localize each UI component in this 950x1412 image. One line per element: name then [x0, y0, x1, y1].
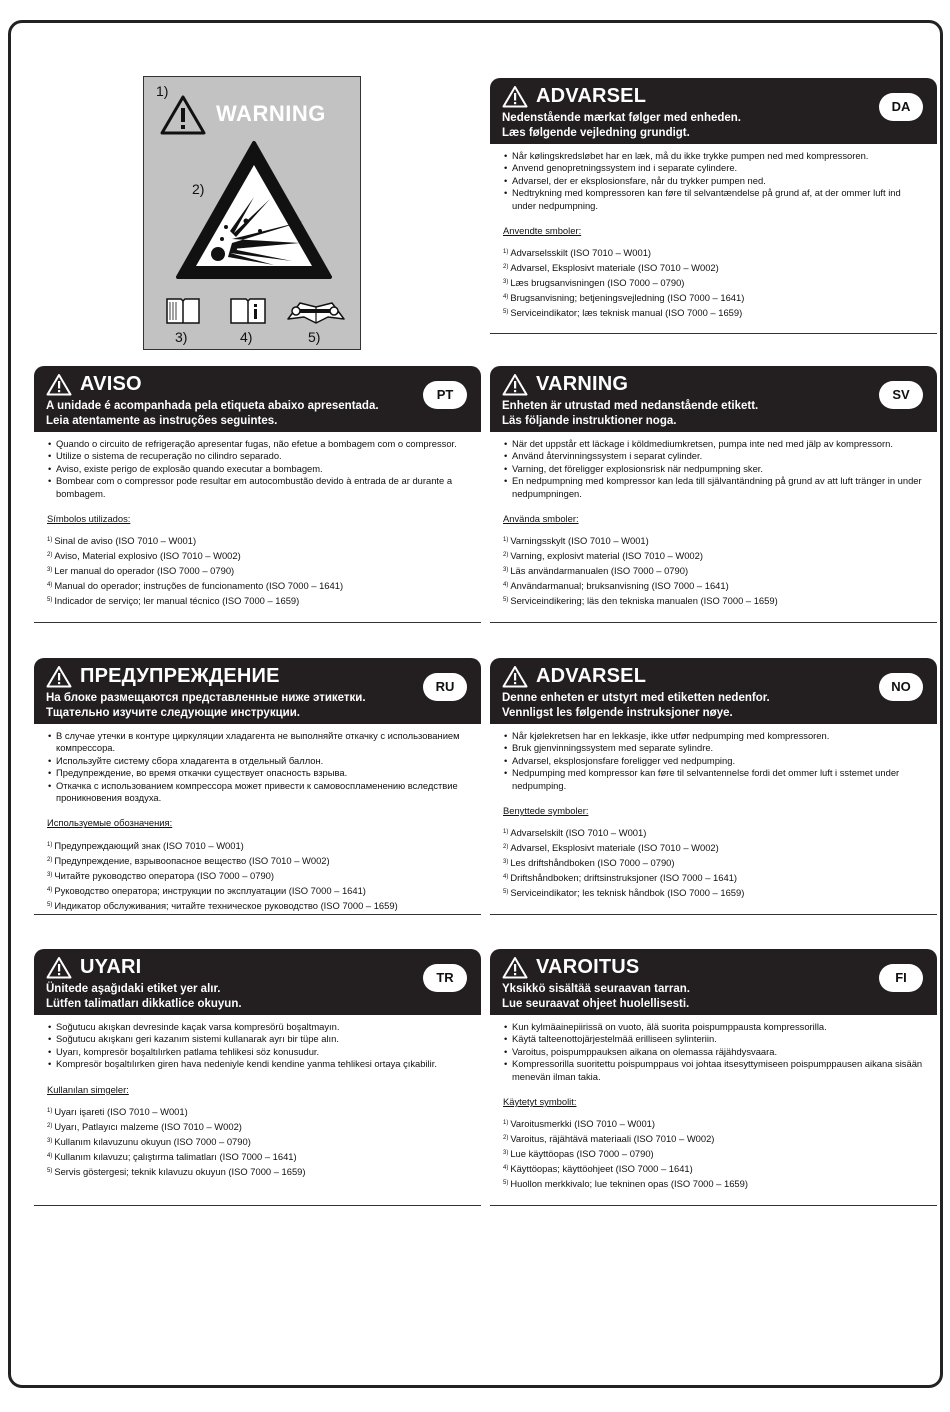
instruction-item: • När det uppstår ett läckage i köldmediumkretsen, pumpa inte ned med jälp av kompressorn.: [503, 438, 924, 450]
symbol-number: 3): [503, 859, 509, 866]
symbol-item: [503, 260, 924, 275]
instruction-item: • Använd återvinningssystem i separat cylinder.: [503, 450, 924, 462]
symbol-number: 1): [503, 1120, 509, 1127]
symbol-item: [47, 883, 468, 898]
symbol-number: 2): [503, 844, 509, 851]
symbol-item: [47, 548, 468, 563]
subtitle-line-1: Denne enheten er utstyrt med etiketten nedenfor.: [502, 692, 770, 704]
symbol-text: Driftshåndboken; driftsinstruksjoner (ISO 7000 – 1641): [510, 872, 738, 884]
symbol-text: Sinal de aviso (ISO 7010 – W001): [54, 535, 197, 547]
callout-4: 4): [240, 329, 253, 345]
instruction-item: • Bruk gjenvinningssystem med separate sylindre.: [503, 742, 924, 754]
symbol-text: Serviceindikator; les teknisk håndbok (ISO 7000 – 1659): [510, 887, 745, 899]
instruction-list: [47, 1021, 468, 1071]
panel-header: [490, 949, 937, 1015]
symbol-number: 4): [47, 582, 53, 589]
symbol-item: [47, 868, 468, 883]
symbol-number: 3): [503, 279, 509, 286]
symbol-text: Индикатор обслуживания; читайте техническое руководство (ISO 7000 – 1659): [54, 899, 398, 911]
subtitle-line-2: Læs følgende vejledning grundigt.: [502, 127, 690, 139]
panel-header: [34, 658, 481, 724]
symbol-text: Serviceindikator; læs teknisk manual (ISO 7000 – 1659): [510, 307, 743, 319]
symbol-item: [503, 870, 924, 885]
subtitle-line-1: На блоке размещаются представленные ниже этикетки.: [46, 692, 366, 704]
warning-panel-sv: [490, 366, 937, 608]
symbol-number: 4): [503, 294, 509, 301]
language-code-badge: RU: [423, 673, 467, 701]
symbol-number: 5): [47, 597, 53, 604]
instruction-item: • Quando o circuito de refrigeração apresentar fugas, não efetue a bombagem com o compressor.: [47, 438, 468, 450]
symbol-item: [47, 853, 468, 868]
subtitle-line-2: Lue seuraavat ohjeet huolellisesti.: [502, 998, 690, 1010]
symbol-number: 3): [47, 567, 53, 574]
symbol-item: [47, 533, 468, 548]
instruction-item: • Kompressorilla suoritettu poispumppaus voi johtaa itsesyttymiseen poispumppausen aikana sisään menevän ilman takia.: [503, 1058, 924, 1083]
instruction-item: • Advarsel, der er eksplosionsfare, når du trykker pumpen ned.: [503, 175, 924, 187]
language-code-badge: NO: [879, 673, 923, 701]
symbol-item: [503, 245, 924, 260]
symbol-text: Varningsskylt (ISO 7010 – W001): [510, 535, 649, 547]
warning-panel-da: [490, 78, 937, 320]
subtitle-line-1: Nedenstående mærkat følger med enheden.: [502, 112, 742, 124]
callout-5: 5): [308, 329, 321, 345]
instruction-item: • Anvend genopretningssystem ind i separate cylindere.: [503, 162, 924, 174]
symbols-list: [503, 825, 924, 900]
symbol-item: [503, 578, 924, 593]
symbols-title: Símbolos utilizados:: [47, 513, 131, 525]
panel-divider: [490, 333, 937, 334]
symbol-item: [503, 840, 924, 855]
subtitle-line-2: Läs följande instruktioner noga.: [502, 415, 677, 427]
instruction-list: [503, 730, 924, 792]
symbols-title: Använda smboler:: [503, 513, 579, 525]
panel-subtitle: [46, 399, 469, 429]
symbol-number: 4): [503, 1165, 509, 1172]
warning-triangle-icon: [502, 956, 528, 979]
symbol-item: [47, 1164, 468, 1179]
panel-title: ADVARSEL: [536, 664, 647, 687]
symbols-title: Benyttede symboler:: [503, 805, 589, 817]
symbol-number: 5): [503, 889, 509, 896]
warning-panel-tr: [34, 949, 481, 1179]
panel-header: [34, 366, 481, 432]
panel-body: [34, 1015, 481, 1179]
symbols-list: [47, 838, 468, 913]
symbol-text: Varoitusmerkki (ISO 7010 – W001): [510, 1118, 656, 1130]
symbol-text: Uyarı, Patlayıcı malzeme (ISO 7010 – W002): [54, 1121, 242, 1133]
language-code-badge: SV: [879, 381, 923, 409]
panel-divider: [34, 622, 481, 623]
symbol-number: 1): [503, 829, 509, 836]
warning-panel-fi: [490, 949, 937, 1191]
instruction-item: • Nedtrykning med kompressoren kan føre til selvantændelse på grund af, at der ommer luft ind under nedpumpning.: [503, 187, 924, 212]
instruction-item: • Nedpumping med kompressor kan føre til selvantennelse fordi det ommer luft i sstemet under nedpumping.: [503, 767, 924, 792]
subtitle-line-1: A unidade é acompanhada pela etiqueta abaixo apresentada.: [46, 400, 379, 412]
symbol-number: 5): [503, 309, 509, 316]
symbol-text: Advarselskilt (ISO 7010 – W001): [510, 827, 647, 839]
panel-body: [490, 1015, 937, 1191]
symbol-text: Advarsel, Eksplosivt materiale (ISO 7010 – W002): [510, 842, 719, 854]
symbol-text: Advarselsskilt (ISO 7010 – W001): [510, 247, 652, 259]
symbol-number: 3): [47, 1138, 53, 1145]
instruction-item: • Kun kylmäainepiirissä on vuoto, älä suorita poispumppausta kompressorilla.: [503, 1021, 924, 1033]
symbol-item: [503, 563, 924, 578]
symbol-item: [47, 1134, 468, 1149]
callout-1: 1): [156, 83, 169, 99]
symbol-item: [503, 825, 924, 840]
panel-header: [490, 658, 937, 724]
language-code-badge: TR: [423, 964, 467, 992]
instruction-item: • Advarsel, eksplosjonsfare foreligger ved nedpumping.: [503, 755, 924, 767]
symbol-text: Руководство оператора; инструкции по эксплуатации (ISO 7000 – 1641): [54, 884, 366, 896]
subtitle-line-2: Тщательно изучите следующие инструкции.: [46, 707, 300, 719]
panel-divider: [34, 914, 481, 915]
symbol-number: 1): [47, 841, 53, 848]
symbol-item: [47, 563, 468, 578]
panel-body: [490, 432, 937, 608]
warning-panel-ru: [34, 658, 481, 913]
symbol-number: 4): [47, 1153, 53, 1160]
symbols-list: [503, 533, 924, 608]
instruction-list: [503, 1021, 924, 1083]
language-code-badge: FI: [879, 964, 923, 992]
warning-word: WARNING: [216, 101, 326, 126]
symbol-number: 2): [503, 264, 509, 271]
callout-2: 2): [192, 181, 205, 197]
symbol-item: [503, 885, 924, 900]
panel-subtitle: [502, 399, 925, 429]
subtitle-line-1: Ünitede aşağıdaki etiket yer alır.: [46, 983, 221, 995]
instruction-item: • Når kjølekretsen har en lekkasje, ikke utfør nedpumping med kompressoren.: [503, 730, 924, 742]
symbol-text: Servis göstergesi; teknik kılavuzu okuyun (ISO 7000 – 1659): [54, 1166, 306, 1178]
panel-header: [490, 366, 937, 432]
warning-triangle-icon: [46, 665, 72, 688]
subtitle-line-2: Lütfen talimatları dikkatlice okuyun.: [46, 998, 242, 1010]
panel-divider: [490, 914, 937, 915]
panel-body: [34, 432, 481, 608]
symbol-text: Uyarı işareti (ISO 7010 – W001): [54, 1106, 188, 1118]
instruction-list: [47, 730, 468, 804]
panel-subtitle: [502, 111, 925, 141]
symbol-number: 2): [503, 1135, 509, 1142]
symbol-text: Предупреждение, взрывоопасное вещество (ISO 7010 – W002): [54, 854, 330, 866]
instruction-item: • Utilize o sistema de recuperação no cilindro separado.: [47, 450, 468, 462]
instruction-item: • Käytä talteenottojärjestelmää erilliseen sylinteriin.: [503, 1033, 924, 1045]
warning-triangle-icon: [160, 95, 206, 135]
panel-title: VAROITUS: [536, 955, 640, 978]
instruction-item: • Varning, det föreligger explosionsrisk när nedpumpning sker.: [503, 463, 924, 475]
symbol-number: 2): [47, 856, 53, 863]
symbol-item: [503, 1161, 924, 1176]
symbol-item: [503, 1131, 924, 1146]
symbols-list: [503, 245, 924, 320]
symbol-number: 1): [47, 537, 53, 544]
symbol-text: Huollon merkkivalo; lue tekninen opas (ISO 7000 – 1659): [510, 1178, 748, 1190]
symbol-number: 4): [47, 886, 53, 893]
symbol-text: Manual do operador; instruções de funcionamento (ISO 7000 – 1641): [54, 580, 344, 592]
symbol-text: Varoitus, räjähtävä materiaali (ISO 7010 – W002): [510, 1133, 715, 1145]
symbols-list: [47, 1104, 468, 1179]
symbol-item: [503, 305, 924, 320]
symbol-number: 5): [47, 901, 53, 908]
warning-panel-no: [490, 658, 937, 900]
panel-header: [490, 78, 937, 144]
symbol-item: [503, 593, 924, 608]
instruction-item: • Предупреждение, во время откачки существует опасность взрыва.: [47, 767, 468, 779]
instruction-list: [47, 438, 468, 500]
info-book-icon: [228, 295, 268, 327]
symbols-title: Anvendte smboler:: [503, 225, 582, 237]
instruction-list: [503, 150, 924, 212]
symbols-list: [47, 533, 468, 608]
symbol-text: Brugsanvisning; betjeningsvejledning (ISO 7000 – 1641): [510, 292, 745, 304]
symbol-item: [503, 1146, 924, 1161]
language-code-badge: DA: [879, 93, 923, 121]
symbol-text: Advarsel, Eksplosivt materiale (ISO 7010 – W002): [510, 262, 719, 274]
symbol-item: [503, 548, 924, 563]
symbol-item: [503, 1176, 924, 1191]
warning-triangle-icon: [46, 373, 72, 396]
symbol-text: Læs brugsanvisningen (ISO 7000 – 0790): [510, 277, 685, 289]
symbol-text: Aviso, Material explosivo (ISO 7010 – W002): [54, 550, 241, 562]
symbol-item: [47, 1149, 468, 1164]
symbol-text: Kullanım kılavuzu; çalıştırma talimatları (ISO 7000 – 1641): [54, 1151, 297, 1163]
panel-header: [34, 949, 481, 1015]
symbol-item: [47, 578, 468, 593]
explosive-triangle-icon: [174, 139, 334, 281]
symbol-item: [503, 275, 924, 290]
warning-triangle-icon: [502, 665, 528, 688]
symbol-number: 5): [503, 597, 509, 604]
panel-divider: [34, 1205, 481, 1206]
symbols-title: Käytetyt symbolit:: [503, 1096, 577, 1108]
symbol-text: Användarmanual; bruksanvisning (ISO 7000 – 1641): [510, 580, 729, 592]
symbol-number: 1): [503, 249, 509, 256]
symbol-number: 4): [503, 874, 509, 881]
instruction-item: • En nedpumpning med kompressor kan leda till självantändning på grund av att luft tränger in under nedpumpningen.: [503, 475, 924, 500]
instruction-item: • Soğutucu akışkanı geri kazanım sistemi kullanarak ayrı bir tüpe alın.: [47, 1033, 468, 1045]
symbol-number: 3): [47, 871, 53, 878]
symbol-item: [47, 1119, 468, 1134]
warning-triangle-icon: [46, 956, 72, 979]
instruction-item: • Откачка с использованием компрессора может привести к самовоспламенению вследствие проникновения воздуха.: [47, 780, 468, 805]
instruction-item: • Soğutucu akışkan devresinde kaçak varsa kompresörü boşaltmayın.: [47, 1021, 468, 1033]
panel-divider: [490, 1205, 937, 1206]
symbol-text: Käyttöopas; käyttöohjeet (ISO 7000 – 1641): [510, 1163, 693, 1175]
symbol-number: 2): [47, 552, 53, 559]
panel-body: [490, 144, 937, 320]
instruction-item: • Når kølingskredsløbet har en læk, må du ikke trykke pumpen ned med kompressoren.: [503, 150, 924, 162]
subtitle-line-1: Enheten är utrustad med nedanstående etikett.: [502, 400, 759, 412]
symbols-list: [503, 1116, 924, 1191]
symbol-item: [47, 898, 468, 913]
instruction-item: • Используйте систему сбора хладагента в отдельный баллон.: [47, 755, 468, 767]
symbol-text: Kullanım kılavuzunu okuyun (ISO 7000 – 0790): [54, 1136, 251, 1148]
symbol-text: Читайте руководство оператора (ISO 7000 – 0790): [54, 869, 275, 881]
panel-subtitle: [46, 691, 469, 721]
symbol-text: Les driftshåndboken (ISO 7000 – 0790): [510, 857, 675, 869]
symbol-item: [503, 1116, 924, 1131]
instruction-item: • Aviso, existe perigo de explosão quando executar a bombagem.: [47, 463, 468, 475]
symbol-text: Läs användarmanualen (ISO 7000 – 0790): [510, 565, 689, 577]
panel-body: [34, 724, 481, 913]
instruction-item: • В случае утечки в контуре циркуляции хладагента не выполняйте откачку с использованием компрессора.: [47, 730, 468, 755]
symbol-item: [47, 593, 468, 608]
panel-title: VARNING: [536, 372, 629, 395]
symbol-text: Ler manual do operador (ISO 7000 – 0790): [54, 565, 235, 577]
symbol-text: Serviceindikering; läs den tekniska manualen (ISO 7000 – 1659): [510, 595, 778, 607]
symbol-item: [47, 838, 468, 853]
subtitle-line-2: Vennligst les følgende instruksjoner nøye.: [502, 707, 733, 719]
panel-divider: [490, 622, 937, 623]
panel-title: UYARI: [80, 955, 142, 978]
callout-3: 3): [175, 329, 188, 345]
warning-triangle-icon: [502, 85, 528, 108]
symbol-text: Indicador de serviço; ler manual técnico (ISO 7000 – 1659): [54, 595, 300, 607]
symbol-number: 1): [47, 1108, 53, 1115]
warning-label-figure: [143, 76, 361, 350]
instruction-item: • Varoitus, poispumppauksen aikana on olemassa räjähdysvaara.: [503, 1046, 924, 1058]
panel-title: ADVARSEL: [536, 84, 647, 107]
warning-panel-pt: [34, 366, 481, 608]
panel-title: ПРЕДУПРЕЖДЕНИЕ: [80, 664, 280, 687]
subtitle-line-1: Yksikkö sisältää seuraavan tarran.: [502, 983, 690, 995]
instruction-item: • Kompresör boşaltılırken giren hava nedeniyle kendi kendine yanma tehlikesi ortaya çıkabilir.: [47, 1058, 468, 1070]
symbol-item: [503, 290, 924, 305]
instruction-item: • Uyarı, kompresör boşaltılırken patlama tehlikesi söz konusudur.: [47, 1046, 468, 1058]
symbol-number: 5): [47, 1168, 53, 1175]
instruction-list: [503, 438, 924, 500]
panel-subtitle: [46, 982, 469, 1012]
panel-title: AVISO: [80, 372, 142, 395]
symbols-title: Kullanılan simgeler:: [47, 1083, 129, 1095]
symbol-item: [503, 855, 924, 870]
symbol-number: 1): [503, 537, 509, 544]
subtitle-line-2: Leia atentamente as instruções seguintes.: [46, 415, 278, 427]
symbol-item: [47, 1104, 468, 1119]
language-code-badge: PT: [423, 381, 467, 409]
manual-book-icon: [164, 295, 202, 327]
symbol-number: 2): [47, 1123, 53, 1130]
symbol-text: Varning, explosivt material (ISO 7010 – W002): [510, 550, 703, 562]
panel-body: [490, 724, 937, 900]
warning-triangle-icon: [502, 373, 528, 396]
symbols-title: Используемые обозначения:: [47, 817, 173, 829]
instruction-item: • Bombear com o compressor pode resultar em autocombustão devido à entrada de ar durante a bombagem.: [47, 475, 468, 500]
panel-subtitle: [502, 982, 925, 1012]
panel-subtitle: [502, 691, 925, 721]
symbol-number: 5): [503, 1180, 509, 1187]
symbol-number: 2): [503, 552, 509, 559]
symbol-number: 3): [503, 567, 509, 574]
symbol-text: Lue käyttöopas (ISO 7000 – 0790): [510, 1148, 654, 1160]
symbol-number: 4): [503, 582, 509, 589]
symbol-text: Предупреждающий знак (ISO 7010 – W001): [54, 839, 244, 851]
symbol-number: 3): [503, 1150, 509, 1157]
service-manual-icon: [282, 295, 350, 327]
symbol-item: [503, 533, 924, 548]
